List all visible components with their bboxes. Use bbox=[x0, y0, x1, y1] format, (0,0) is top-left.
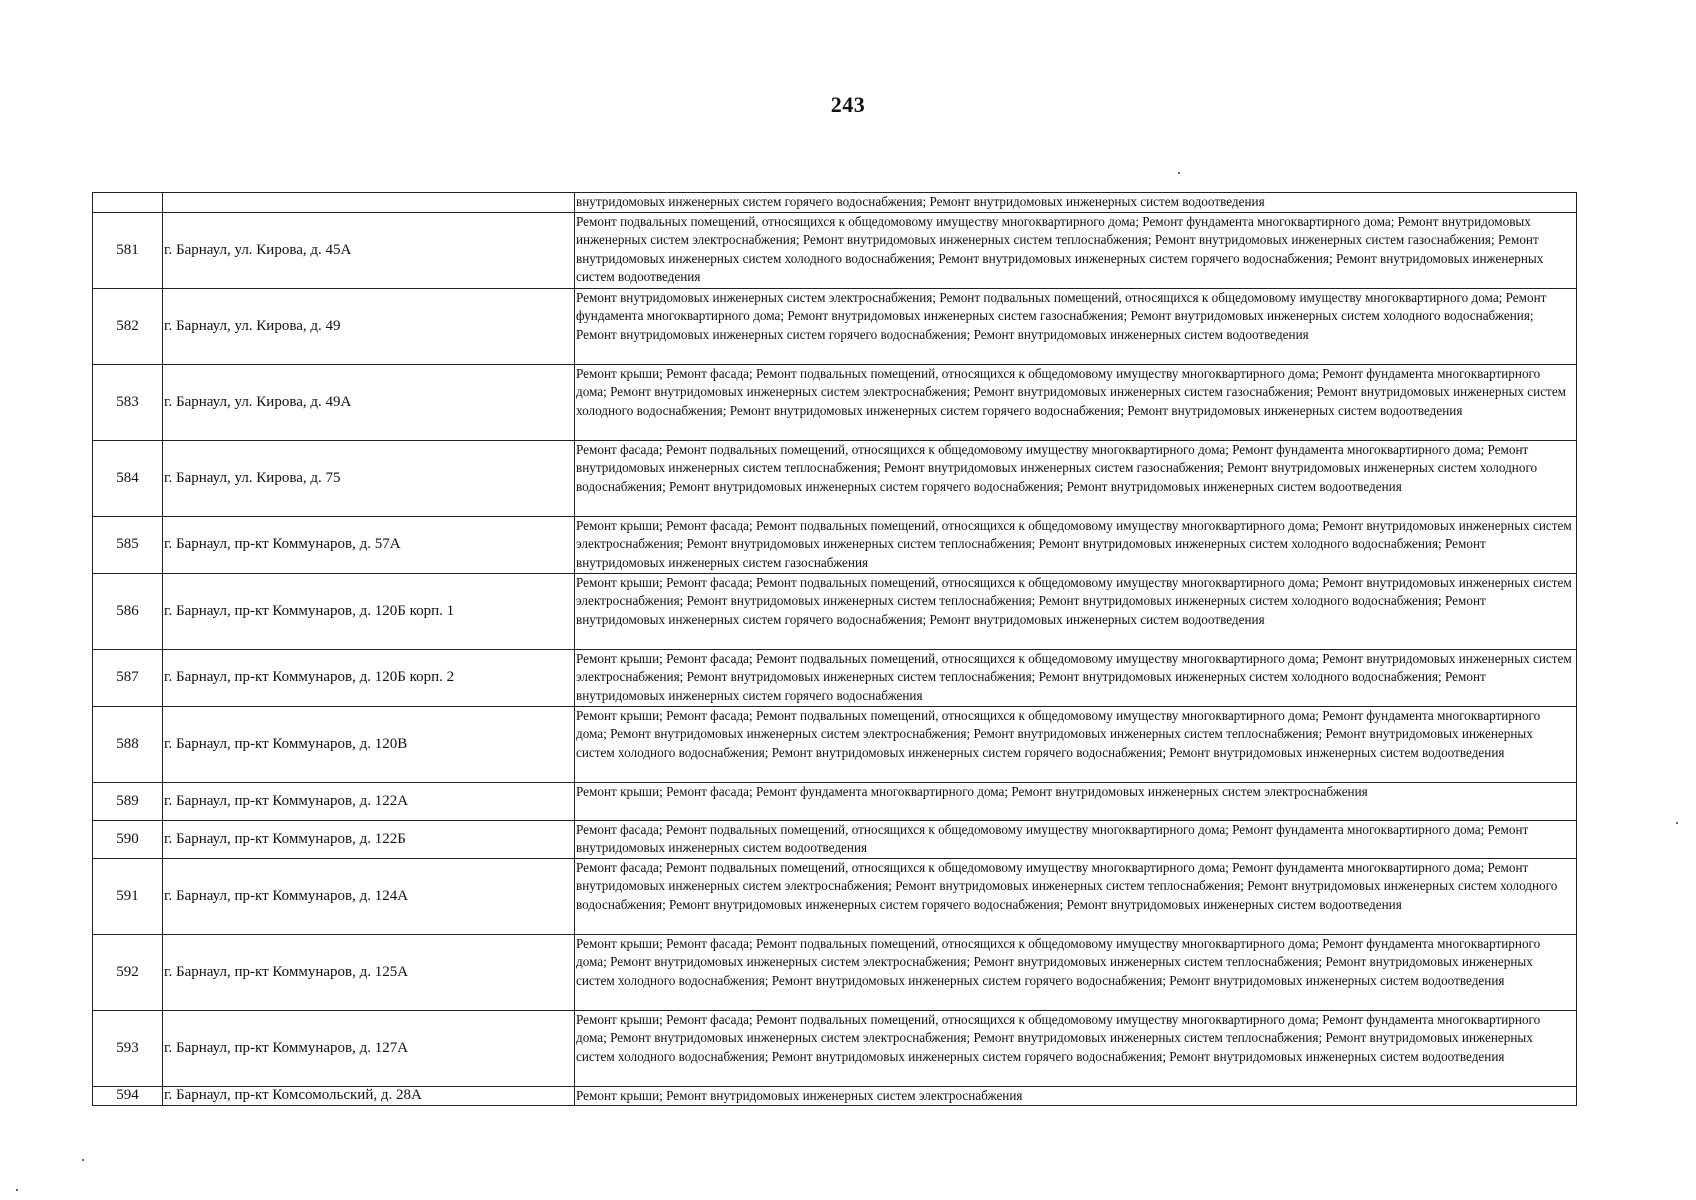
row-works: Ремонт внутридомовых инженерных систем электроснабжения; Ремонт подвальных помещений, относящихся к общедомовому имуществу многоквартирного дома; Ремонт фундамента многоквартирного дома; Ремонт внутридомовых инженерных систем газоснабжения; Ремонт внутридомовых инженерных систем холодного водоснабжения; Ремонт внутридомовых инженерных систем горячего водоснабжения; Ремонт внутридомовых инженерных систем водоотведения bbox=[575, 288, 1577, 364]
row-number: 590 bbox=[93, 820, 163, 858]
table-row bbox=[93, 820, 1577, 858]
row-works: Ремонт подвальных помещений, относящихся к общедомовому имуществу многоквартирного дома; Ремонт фундамента многоквартирного дома; Ремонт внутридомовых инженерных систем электроснабжения; Ремонт внутридомовых инженерных систем теплоснабжения; Ремонт внутридомовых инженерных систем газоснабжения; Ремонт внутридомовых инженерных систем холодного водоснабжения; Ремонт внутридомовых инженерных систем горячего водоснабжения; Ремонт внутридомовых инженерных систем водоотведения bbox=[575, 212, 1577, 288]
row-works: Ремонт крыши; Ремонт фасада; Ремонт подвальных помещений, относящихся к общедомовому имуществу многоквартирного дома; Ремонт внутридомовых инженерных систем электроснабжения; Ремонт внутридомовых инженерных систем теплоснабжения; Ремонт внутридомовых инженерных систем холодного водоснабжения; Ремонт внутридомовых инженерных систем горячего водоснабжения; Ремонт внутридомовых инженерных систем водоотведения bbox=[575, 573, 1577, 649]
repair-register-table bbox=[92, 192, 1577, 1106]
table-row bbox=[93, 1086, 1577, 1106]
row-works: Ремонт крыши; Ремонт фасада; Ремонт подвальных помещений, относящихся к общедомовому имуществу многоквартирного дома; Ремонт внутридомовых инженерных систем электроснабжения; Ремонт внутридомовых инженерных систем теплоснабжения; Ремонт внутридомовых инженерных систем холодного водоснабжения; Ремонт внутридомовых инженерных систем газоснабжения bbox=[575, 516, 1577, 573]
row-works: Ремонт крыши; Ремонт фасада; Ремонт фундамента многоквартирного дома; Ремонт внутридомовых инженерных систем электроснабжения bbox=[575, 782, 1577, 820]
row-number: 588 bbox=[93, 706, 163, 782]
table-row bbox=[93, 858, 1577, 934]
scan-speck bbox=[16, 1189, 18, 1191]
row-works: Ремонт фасада; Ремонт подвальных помещений, относящихся к общедомовому имуществу многоквартирного дома; Ремонт фундамента многоквартирного дома; Ремонт внутридомовых инженерных систем водоотведения bbox=[575, 820, 1577, 858]
table-row bbox=[93, 706, 1577, 782]
table-row bbox=[93, 193, 1577, 213]
row-address: г. Барнаул, ул. Кирова, д. 75 bbox=[163, 440, 575, 516]
row-address: г. Барнаул, пр-кт Коммунаров, д. 57А bbox=[163, 516, 575, 573]
row-number: 585 bbox=[93, 516, 163, 573]
scan-speck bbox=[82, 1159, 84, 1161]
row-number: 583 bbox=[93, 364, 163, 440]
row-works: Ремонт крыши; Ремонт фасада; Ремонт подвальных помещений, относящихся к общедомовому имуществу многоквартирного дома; Ремонт фундамента многоквартирного дома; Ремонт внутридомовых инженерных систем электроснабжения; Ремонт внутридомовых инженерных систем газоснабжения; Ремонт внутридомовых инженерных систем холодного водоснабжения; Ремонт внутридомовых инженерных систем горячего водоснабжения; Ремонт внутридомовых инженерных систем водоотведения bbox=[575, 364, 1577, 440]
row-number: 582 bbox=[93, 288, 163, 364]
row-works: Ремонт крыши; Ремонт фасада; Ремонт подвальных помещений, относящихся к общедомовому имуществу многоквартирного дома; Ремонт фундамента многоквартирного дома; Ремонт внутридомовых инженерных систем электроснабжения; Ремонт внутридомовых инженерных систем теплоснабжения; Ремонт внутридомовых инженерных систем холодного водоснабжения; Ремонт внутридомовых инженерных систем горячего водоснабжения; Ремонт внутридомовых инженерных систем водоотведения bbox=[575, 934, 1577, 1010]
row-works: Ремонт крыши; Ремонт фасада; Ремонт подвальных помещений, относящихся к общедомовому имуществу многоквартирного дома; Ремонт фундамента многоквартирного дома; Ремонт внутридомовых инженерных систем электроснабжения; Ремонт внутридомовых инженерных систем теплоснабжения; Ремонт внутридомовых инженерных систем холодного водоснабжения; Ремонт внутридомовых инженерных систем горячего водоснабжения; Ремонт внутридомовых инженерных систем водоотведения bbox=[575, 1010, 1577, 1086]
table-row bbox=[93, 364, 1577, 440]
row-number: 591 bbox=[93, 858, 163, 934]
row-address: г. Барнаул, ул. Кирова, д. 45А bbox=[163, 212, 575, 288]
row-works: Ремонт крыши; Ремонт фасада; Ремонт подвальных помещений, относящихся к общедомовому имуществу многоквартирного дома; Ремонт фундамента многоквартирного дома; Ремонт внутридомовых инженерных систем электроснабжения; Ремонт внутридомовых инженерных систем теплоснабжения; Ремонт внутридомовых инженерных систем холодного водоснабжения; Ремонт внутридомовых инженерных систем горячего водоснабжения; Ремонт внутридомовых инженерных систем водоотведения bbox=[575, 706, 1577, 782]
row-number: 586 bbox=[93, 573, 163, 649]
row-address: г. Барнаул, пр-кт Коммунаров, д. 120Б корп. 1 bbox=[163, 573, 575, 649]
row-number: 593 bbox=[93, 1010, 163, 1086]
table-row bbox=[93, 1010, 1577, 1086]
row-works: внутридомовых инженерных систем горячего водоснабжения; Ремонт внутридомовых инженерных систем водоотведения bbox=[575, 193, 1577, 213]
row-address: г. Барнаул, ул. Кирова, д. 49 bbox=[163, 288, 575, 364]
row-number: 592 bbox=[93, 934, 163, 1010]
table-row bbox=[93, 782, 1577, 820]
row-address: г. Барнаул, пр-кт Коммунаров, д. 125А bbox=[163, 934, 575, 1010]
row-address bbox=[163, 193, 575, 213]
row-works: Ремонт фасада; Ремонт подвальных помещений, относящихся к общедомовому имуществу многоквартирного дома; Ремонт фундамента многоквартирного дома; Ремонт внутридомовых инженерных систем электроснабжения; Ремонт внутридомовых инженерных систем теплоснабжения; Ремонт внутридомовых инженерных систем холодного водоснабжения; Ремонт внутридомовых инженерных систем горячего водоснабжения; Ремонт внутридомовых инженерных систем водоотведения bbox=[575, 858, 1577, 934]
row-address: г. Барнаул, пр-кт Комсомольский, д. 28А bbox=[163, 1086, 575, 1106]
row-works: Ремонт фасада; Ремонт подвальных помещений, относящихся к общедомовому имуществу многоквартирного дома; Ремонт фундамента многоквартирного дома; Ремонт внутридомовых инженерных систем теплоснабжения; Ремонт внутридомовых инженерных систем газоснабжения; Ремонт внутридомовых инженерных систем холодного водоснабжения; Ремонт внутридомовых инженерных систем горячего водоснабжения; Ремонт внутридомовых инженерных систем водоотведения bbox=[575, 440, 1577, 516]
row-works: Ремонт крыши; Ремонт фасада; Ремонт подвальных помещений, относящихся к общедомовому имуществу многоквартирного дома; Ремонт внутридомовых инженерных систем электроснабжения; Ремонт внутридомовых инженерных систем теплоснабжения; Ремонт внутридомовых инженерных систем холодного водоснабжения; Ремонт внутридомовых инженерных систем горячего водоснабжения bbox=[575, 649, 1577, 706]
table-row bbox=[93, 440, 1577, 516]
table-row bbox=[93, 573, 1577, 649]
row-number: 581 bbox=[93, 212, 163, 288]
row-address: г. Барнаул, пр-кт Коммунаров, д. 127А bbox=[163, 1010, 575, 1086]
row-works: Ремонт крыши; Ремонт внутридомовых инженерных систем электроснабжения bbox=[575, 1086, 1577, 1106]
row-number: 587 bbox=[93, 649, 163, 706]
row-address: г. Барнаул, пр-кт Коммунаров, д. 124А bbox=[163, 858, 575, 934]
row-number bbox=[93, 193, 163, 213]
row-address: г. Барнаул, ул. Кирова, д. 49А bbox=[163, 364, 575, 440]
row-address: г. Барнаул, пр-кт Коммунаров, д. 120В bbox=[163, 706, 575, 782]
table-row bbox=[93, 288, 1577, 364]
row-number: 589 bbox=[93, 782, 163, 820]
table-row bbox=[93, 516, 1577, 573]
scan-speck bbox=[1178, 172, 1180, 174]
row-number: 594 bbox=[93, 1086, 163, 1106]
page-number: 243 bbox=[830, 92, 866, 117]
table-row bbox=[93, 649, 1577, 706]
row-number: 584 bbox=[93, 440, 163, 516]
scan-speck bbox=[1676, 822, 1678, 824]
row-address: г. Барнаул, пр-кт Коммунаров, д. 122Б bbox=[163, 820, 575, 858]
table-row bbox=[93, 934, 1577, 1010]
row-address: г. Барнаул, пр-кт Коммунаров, д. 122А bbox=[163, 782, 575, 820]
row-address: г. Барнаул, пр-кт Коммунаров, д. 120Б корп. 2 bbox=[163, 649, 575, 706]
table-row bbox=[93, 212, 1577, 288]
